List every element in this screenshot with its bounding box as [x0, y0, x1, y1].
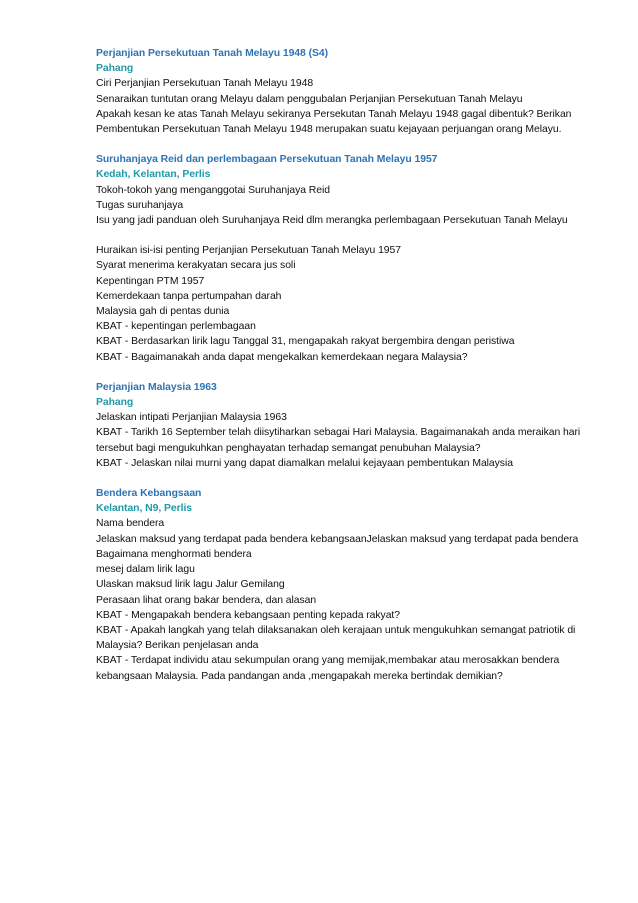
- topic-line: Huraikan isi-isi penting Perjanjian Persekutuan Tanah Melayu 1957: [96, 245, 401, 257]
- document-body: [96, 46, 621, 699]
- topic-line: Tugas suruhanjaya: [96, 199, 184, 211]
- section-ptm-1957: [96, 243, 621, 365]
- topic-line: Pembentukan Persekutuan Tanah Melayu 1948 merupakan suatu kejayaan perjuangan orang Melayu.: [96, 124, 562, 136]
- section-region: Pahang: [96, 397, 134, 409]
- topic-line: Bagaimana menghormati bendera: [96, 548, 252, 560]
- topic-line: KBAT - Bagaimanakah anda dapat mengekalkan kemerdekaan negara Malaysia?: [96, 351, 468, 363]
- section-region: Kelantan, N9, Perlis: [96, 503, 193, 515]
- topic-line: mesej dalam lirik lagu: [96, 564, 195, 576]
- section-pptm-1948: [96, 46, 621, 137]
- topic-line: Ulaskan maksud lirik lagu Jalur Gemilang: [96, 579, 285, 591]
- topic-line: KBAT - Berdasarkan lirik lagu Tanggal 31, mengapakah rakyat bergembira dengan peristiwa: [96, 336, 515, 348]
- topic-line: KBAT - Tarikh 16 September telah diisytiharkan sebagai Hari Malaysia. Bagaimanakah anda meraikan hari: [96, 427, 581, 439]
- topic-line: KBAT - Mengapakah bendera kebangsaan penting kepada rakyat?: [96, 609, 400, 621]
- section-perjanjian-malaysia-1963: [96, 380, 621, 471]
- section-title: Perjanjian Persekutuan Tanah Melayu 1948 (S4): [96, 48, 329, 59]
- topic-line: KBAT - kepentingan perlembagaan: [96, 321, 256, 333]
- topic-line: Tokoh-tokoh yang menganggotai Suruhanjaya Reid: [96, 184, 330, 196]
- topic-line: Malaysia gah di pentas dunia: [96, 306, 230, 318]
- topic-line: KBAT - Terdapat individu atau sekumpulan orang yang memijak,membakar atau merosakkan bendera: [96, 655, 560, 667]
- topic-line: KBAT - Jelaskan nilai murni yang dapat diamalkan melalui kejayaan pembentukan Malaysia: [96, 457, 513, 469]
- topic-line: Ciri Perjanjian Persekutuan Tanah Melayu 1948: [96, 78, 314, 90]
- topic-line: Syarat menerima kerakyatan secara jus soli: [96, 260, 296, 272]
- topic-line: Jelaskan intipati Perjanjian Malaysia 1963: [96, 412, 287, 424]
- section-suruhanjaya-reid: [96, 152, 621, 228]
- topic-line: Kepentingan PTM 1957: [96, 275, 205, 287]
- topic-line: Perasaan lihat orang bakar bendera, dan alasan: [96, 594, 317, 606]
- topic-line: kebangsaan Malaysia. Pada pandangan anda ,mengapakah mereka bertindak demikian?: [96, 670, 503, 682]
- topic-line: Jelaskan maksud yang terdapat pada bendera kebangsaanJelaskan maksud yang terdapat pada bendera: [96, 533, 579, 545]
- topic-line: Nama bendera: [96, 518, 165, 530]
- section-title: Bendera Kebangsaan: [96, 488, 202, 500]
- topic-line: Apakah kesan ke atas Tanah Melayu sekiranya Persekutan Tanah Melayu 1948 gagal dibentuk? Berikan: [96, 108, 572, 120]
- topic-line: tersebut bagi mengukuhkan penghayatan terhadap semangat penubuhan Malaysia?: [96, 442, 481, 454]
- topic-line: KBAT - Apakah langkah yang telah dilaksanakan oleh kerajaan untuk mengukuhkan semangat patriotik di: [96, 624, 576, 636]
- section-title: Suruhanjaya Reid dan perlembagaan Persekutuan Tanah Melayu 1957: [96, 154, 438, 166]
- section-bendera-kebangsaan: [96, 486, 621, 684]
- topic-line: Malaysia? Berikan penjelasan anda: [96, 640, 259, 652]
- topic-line: Kemerdekaan tanpa pertumpahan darah: [96, 290, 282, 302]
- section-region: Kedah, Kelantan, Perlis: [96, 169, 211, 181]
- topic-line: Isu yang jadi panduan oleh Suruhanjaya Reid dlm merangka perlembagaan Persekutuan Tanah Melayu: [96, 215, 568, 227]
- section-region: Pahang: [96, 63, 134, 75]
- topic-line: Senaraikan tuntutan orang Melayu dalam penggubalan Perjanjian Persekutuan Tanah Melayu: [96, 93, 523, 105]
- section-title: Perjanjian Malaysia 1963: [96, 381, 217, 393]
